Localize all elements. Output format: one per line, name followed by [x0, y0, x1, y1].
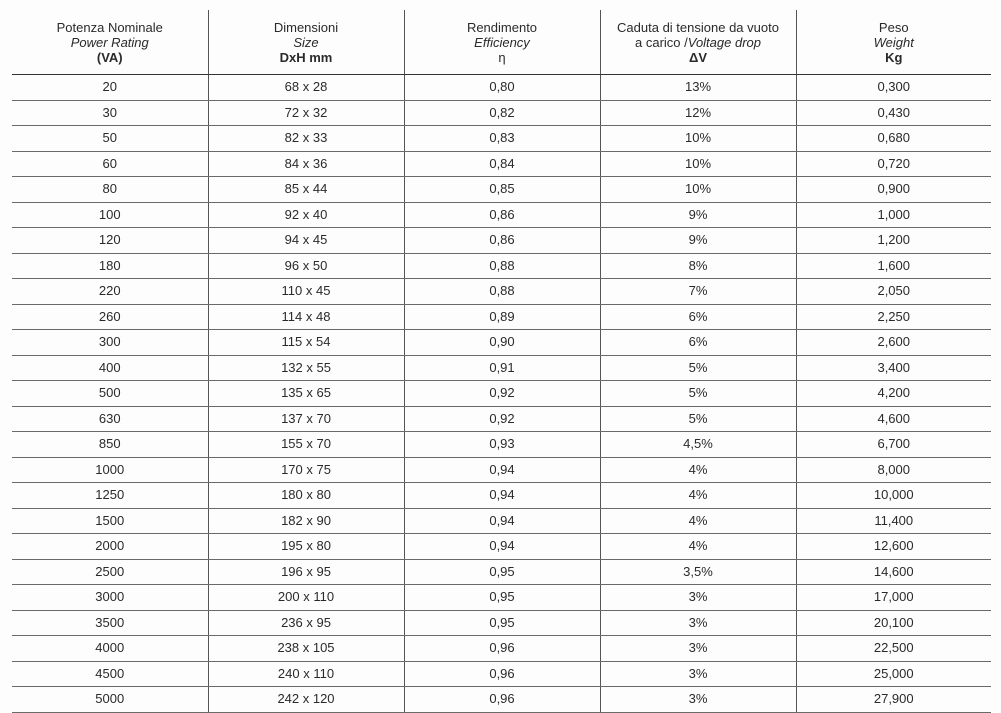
header-size-en: Size [293, 34, 319, 50]
voltage-drop-cell: 3% [600, 610, 796, 636]
header-power-rating [12, 10, 208, 75]
power-cell: 2000 [12, 534, 208, 560]
voltage-drop-cell: 4,5% [600, 432, 796, 458]
weight-cell: 0,900 [796, 177, 991, 203]
efficiency-cell: 0,90 [404, 330, 600, 356]
efficiency-cell: 0,94 [404, 534, 600, 560]
header-weight-it: Peso [878, 19, 909, 35]
header-power-rating-it: Potenza Nominale [56, 19, 163, 35]
voltage-drop-cell: 12% [600, 100, 796, 126]
header-size-unit: DxH mm [279, 49, 333, 65]
efficiency-cell: 0,94 [404, 483, 600, 509]
voltage-drop-cell: 5% [600, 355, 796, 381]
table-body [12, 75, 991, 713]
size-cell: 242 x 120 [208, 687, 404, 713]
header-weight-unit: Kg [885, 49, 903, 65]
spec-table [12, 10, 991, 713]
power-cell: 400 [12, 355, 208, 381]
weight-cell: 2,250 [796, 304, 991, 330]
voltage-drop-cell: 10% [600, 177, 796, 203]
header-efficiency [404, 10, 600, 75]
efficiency-cell: 0,93 [404, 432, 600, 458]
table-row [12, 151, 991, 177]
table-row [12, 534, 991, 560]
header-power-rating-en: Power Rating [70, 34, 149, 50]
voltage-drop-cell: 9% [600, 202, 796, 228]
transformer-spec-sheet [12, 10, 991, 713]
size-cell: 94 x 45 [208, 228, 404, 254]
efficiency-cell: 0,96 [404, 636, 600, 662]
power-cell: 5000 [12, 687, 208, 713]
power-cell: 3000 [12, 585, 208, 611]
table-row [12, 432, 991, 458]
size-cell: 135 x 65 [208, 381, 404, 407]
table-row [12, 253, 991, 279]
voltage-drop-cell: 3,5% [600, 559, 796, 585]
header-voltage-drop [600, 10, 796, 75]
table-header [12, 10, 991, 75]
size-cell: 115 x 54 [208, 330, 404, 356]
power-cell: 260 [12, 304, 208, 330]
weight-cell: 17,000 [796, 585, 991, 611]
weight-cell: 2,050 [796, 279, 991, 305]
table-row [12, 126, 991, 152]
table-row [12, 585, 991, 611]
table-row [12, 100, 991, 126]
weight-cell: 4,200 [796, 381, 991, 407]
weight-cell: 10,000 [796, 483, 991, 509]
power-cell: 120 [12, 228, 208, 254]
voltage-drop-cell: 10% [600, 151, 796, 177]
weight-cell: 0,680 [796, 126, 991, 152]
efficiency-cell: 0,94 [404, 457, 600, 483]
size-cell: 240 x 110 [208, 661, 404, 687]
efficiency-cell: 0,80 [404, 75, 600, 101]
weight-cell: 1,000 [796, 202, 991, 228]
table-row [12, 75, 991, 101]
voltage-drop-cell: 4% [600, 534, 796, 560]
efficiency-cell: 0,95 [404, 559, 600, 585]
power-cell: 3500 [12, 610, 208, 636]
voltage-drop-cell: 13% [600, 75, 796, 101]
weight-cell: 1,600 [796, 253, 991, 279]
table-row [12, 508, 991, 534]
table-row [12, 610, 991, 636]
size-cell: 110 x 45 [208, 279, 404, 305]
power-cell: 2500 [12, 559, 208, 585]
size-cell: 182 x 90 [208, 508, 404, 534]
efficiency-cell: 0,83 [404, 126, 600, 152]
header-efficiency-en: Efficiency [474, 34, 530, 50]
size-cell: 137 x 70 [208, 406, 404, 432]
header-size [208, 10, 404, 75]
header-voltage-drop-en: Voltage drop [687, 34, 761, 50]
power-cell: 300 [12, 330, 208, 356]
power-cell: 1250 [12, 483, 208, 509]
power-cell: 4500 [12, 661, 208, 687]
header-weight [796, 10, 991, 75]
header-weight-en: Weight [873, 34, 914, 50]
size-cell: 170 x 75 [208, 457, 404, 483]
voltage-drop-cell: 9% [600, 228, 796, 254]
power-cell: 60 [12, 151, 208, 177]
efficiency-cell: 0,95 [404, 585, 600, 611]
weight-cell: 4,600 [796, 406, 991, 432]
efficiency-cell: 0,88 [404, 253, 600, 279]
efficiency-cell: 0,89 [404, 304, 600, 330]
size-cell: 85 x 44 [208, 177, 404, 203]
weight-cell: 25,000 [796, 661, 991, 687]
voltage-drop-cell: 4% [600, 483, 796, 509]
power-cell: 1500 [12, 508, 208, 534]
weight-cell: 20,100 [796, 610, 991, 636]
efficiency-cell: 0,88 [404, 279, 600, 305]
size-cell: 84 x 36 [208, 151, 404, 177]
size-cell: 72 x 32 [208, 100, 404, 126]
size-cell: 236 x 95 [208, 610, 404, 636]
table-row [12, 457, 991, 483]
weight-cell: 22,500 [796, 636, 991, 662]
table-row [12, 355, 991, 381]
power-cell: 850 [12, 432, 208, 458]
weight-cell: 3,400 [796, 355, 991, 381]
weight-cell: 14,600 [796, 559, 991, 585]
efficiency-cell: 0,91 [404, 355, 600, 381]
efficiency-cell: 0,86 [404, 202, 600, 228]
size-cell: 195 x 80 [208, 534, 404, 560]
table-row [12, 636, 991, 662]
table-row [12, 559, 991, 585]
voltage-drop-cell: 8% [600, 253, 796, 279]
table-row [12, 330, 991, 356]
table-row [12, 177, 991, 203]
weight-cell: 27,900 [796, 687, 991, 713]
size-cell: 155 x 70 [208, 432, 404, 458]
size-cell: 82 x 33 [208, 126, 404, 152]
size-cell: 92 x 40 [208, 202, 404, 228]
header-voltage-drop-symbol: ΔV [688, 49, 707, 65]
header-size-it: Dimensioni [273, 19, 339, 35]
voltage-drop-cell: 7% [600, 279, 796, 305]
power-cell: 4000 [12, 636, 208, 662]
power-cell: 630 [12, 406, 208, 432]
table-row [12, 381, 991, 407]
voltage-drop-cell: 10% [600, 126, 796, 152]
efficiency-cell: 0,86 [404, 228, 600, 254]
weight-cell: 0,300 [796, 75, 991, 101]
weight-cell: 12,600 [796, 534, 991, 560]
power-cell: 100 [12, 202, 208, 228]
voltage-drop-cell: 3% [600, 687, 796, 713]
size-cell: 180 x 80 [208, 483, 404, 509]
voltage-drop-cell: 3% [600, 661, 796, 687]
size-cell: 132 x 55 [208, 355, 404, 381]
table-row [12, 279, 991, 305]
voltage-drop-cell: 4% [600, 457, 796, 483]
voltage-drop-cell: 6% [600, 304, 796, 330]
efficiency-cell: 0,85 [404, 177, 600, 203]
efficiency-cell: 0,95 [404, 610, 600, 636]
header-power-rating-unit: (VA) [96, 49, 123, 65]
power-cell: 1000 [12, 457, 208, 483]
power-cell: 180 [12, 253, 208, 279]
size-cell: 96 x 50 [208, 253, 404, 279]
header-efficiency-it: Rendimento [466, 19, 538, 35]
weight-cell: 6,700 [796, 432, 991, 458]
table-row [12, 304, 991, 330]
size-cell: 200 x 110 [208, 585, 404, 611]
power-cell: 20 [12, 75, 208, 101]
table-row [12, 202, 991, 228]
power-cell: 500 [12, 381, 208, 407]
voltage-drop-cell: 3% [600, 636, 796, 662]
efficiency-cell: 0,96 [404, 661, 600, 687]
power-cell: 220 [12, 279, 208, 305]
table-row [12, 406, 991, 432]
weight-cell: 0,720 [796, 151, 991, 177]
efficiency-cell: 0,94 [404, 508, 600, 534]
header-row [12, 10, 991, 75]
efficiency-cell: 0,82 [404, 100, 600, 126]
voltage-drop-cell: 3% [600, 585, 796, 611]
efficiency-cell: 0,92 [404, 406, 600, 432]
table-row [12, 483, 991, 509]
size-cell: 114 x 48 [208, 304, 404, 330]
header-voltage-drop-it: Caduta di tensione da vuoto [617, 19, 779, 35]
size-cell: 238 x 105 [208, 636, 404, 662]
table-row [12, 228, 991, 254]
table-row [12, 687, 991, 713]
power-cell: 50 [12, 126, 208, 152]
header-voltage-drop-mixed [601, 35, 796, 50]
voltage-drop-cell: 5% [600, 381, 796, 407]
voltage-drop-cell: 5% [600, 406, 796, 432]
voltage-drop-cell: 4% [600, 508, 796, 534]
power-cell: 80 [12, 177, 208, 203]
power-cell: 30 [12, 100, 208, 126]
size-cell: 196 x 95 [208, 559, 404, 585]
weight-cell: 2,600 [796, 330, 991, 356]
header-voltage-drop-it2: a carico / [635, 34, 688, 50]
weight-cell: 8,000 [796, 457, 991, 483]
weight-cell: 0,430 [796, 100, 991, 126]
size-cell: 68 x 28 [208, 75, 404, 101]
efficiency-cell: 0,92 [404, 381, 600, 407]
efficiency-cell: 0,96 [404, 687, 600, 713]
weight-cell: 11,400 [796, 508, 991, 534]
header-efficiency-symbol: η [498, 49, 506, 65]
voltage-drop-cell: 6% [600, 330, 796, 356]
table-row [12, 661, 991, 687]
weight-cell: 1,200 [796, 228, 991, 254]
efficiency-cell: 0,84 [404, 151, 600, 177]
